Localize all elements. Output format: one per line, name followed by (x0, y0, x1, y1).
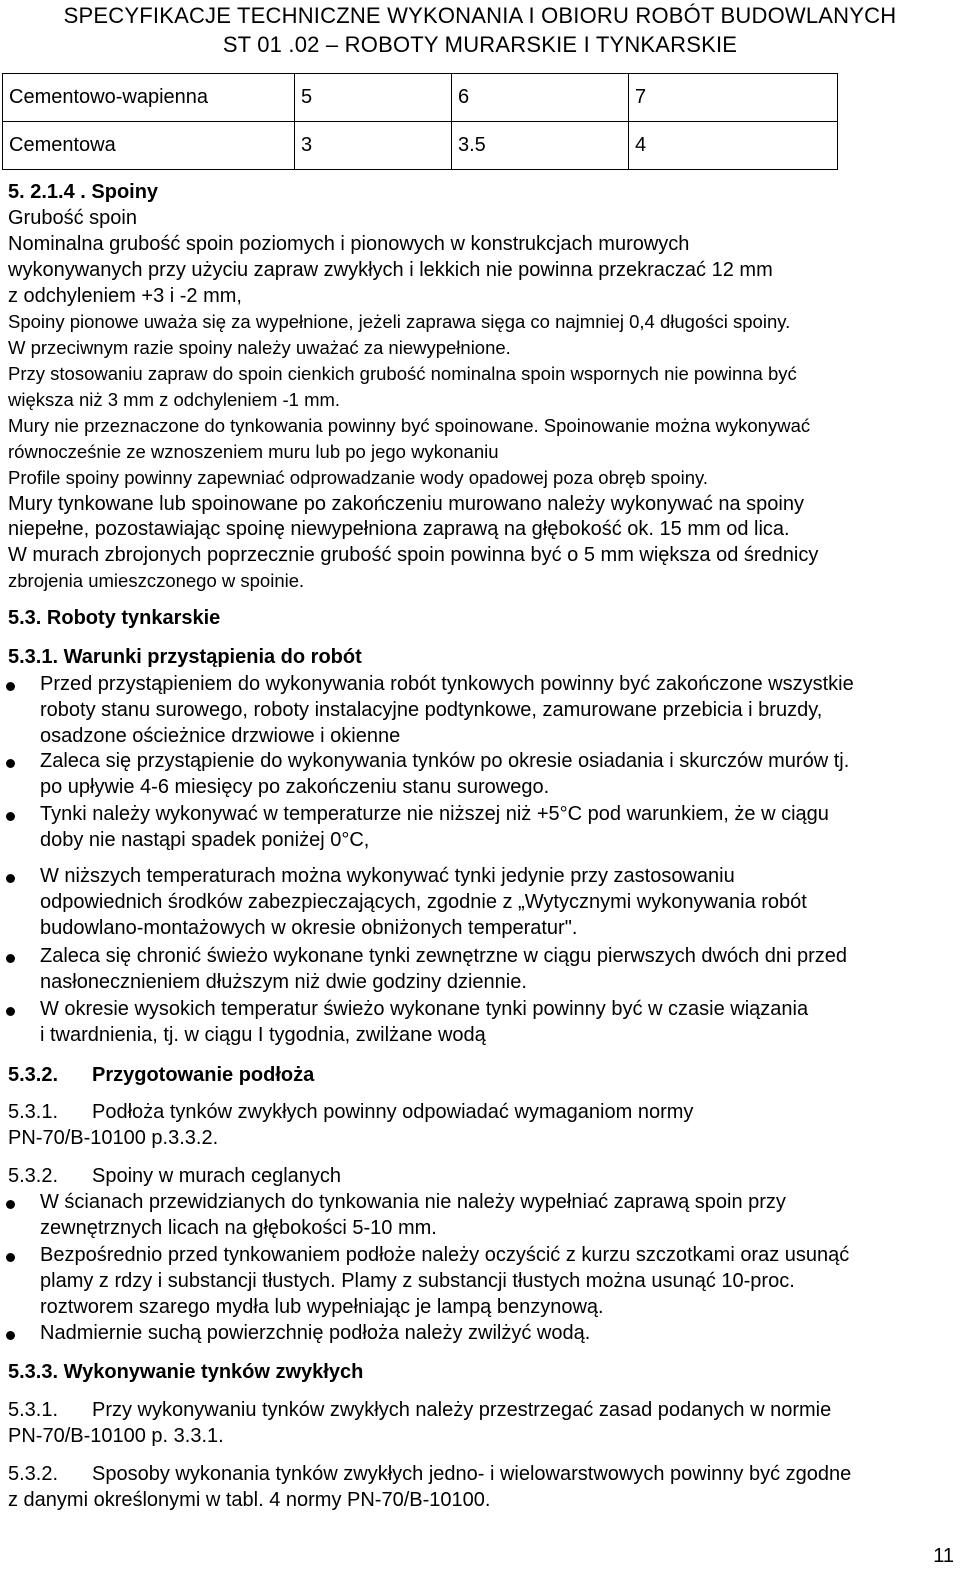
bullet-icon (6, 1253, 15, 1262)
bullet-line: nasłonecznieniem dłuższym niż dwie godziny dziennie. (40, 971, 527, 993)
paragraph-line: zbrojenia umieszczonego w spoinie. (8, 570, 305, 591)
table-cell: Cementowo-wapienna (3, 74, 295, 122)
bullet-line: W okresie wysokich temperatur świeżo wykonane tynki powinny być w czasie wiązania (40, 998, 809, 1020)
section-title: Przygotowanie podłoża (92, 1064, 315, 1086)
header-line-2: ST 01 .02 – ROBOTY MURARSKIE I TYNKARSKIE (222, 32, 738, 57)
paragraph-number: 5.3.1. (8, 1399, 59, 1421)
paragraph-text: Podłoża tynków zwykłych powinny odpowiadać wymaganiom normy (92, 1101, 694, 1123)
mortar-table (2, 73, 838, 170)
bullet-icon (6, 874, 15, 883)
paragraph-line: Mury nie przeznaczone do tynkowania powinny być spoinowane. Spoinowanie można wykonywać (8, 415, 811, 436)
bullet-line: roboty stanu surowego, roboty instalacyjne podtynkowe, zamurowane przebicia i bruzdy, (40, 699, 823, 721)
bullet-line: plamy z rdzy i substancji tłustych. Plamy z substancji tłustych można usunąć 10-proc. (40, 1270, 795, 1292)
bullet-line: zewnętrznych licach na głębokości 5-10 mm. (40, 1217, 437, 1239)
paragraph-number: 5.3.2. (8, 1165, 59, 1187)
paragraph-line: Nominalna grubość spoin poziomych i pionowych w konstrukcjach murowych (8, 233, 690, 255)
paragraph-line: W przeciwnym razie spoiny należy uważać za niewypełnione. (8, 337, 511, 358)
bullet-line: doby nie nastąpi spadek poniżej 0°C, (40, 829, 370, 851)
bullet-line: Tynki należy wykonywać w temperaturze nie niższej niż +5°C pod warunkiem, że w ciągu (40, 803, 829, 825)
paragraph-line: Przy stosowaniu zapraw do spoin cienkich grubość nominalna spoin wspornych nie powinna być (8, 363, 797, 384)
bullet-line: Przed przystąpieniem do wykonywania robót tynkowych powinny być zakończone wszystkie (40, 673, 854, 695)
bullet-line: Zaleca się przystąpienie do wykonywania tynków po okresie osiadania i skurczów murów tj. (40, 750, 850, 772)
header-line-1: SPECYFIKACJE TECHNICZNE WYKONANIA I OBIORU ROBÓT BUDOWLANYCH (63, 3, 897, 28)
table-cell: 3 (295, 122, 452, 170)
table-cell: 3.5 (452, 122, 629, 170)
bullet-line: Nadmiernie suchą powierzchnię podłoża należy zwilżyć wodą. (40, 1322, 591, 1344)
numbered-paragraph (8, 1398, 831, 1422)
bullet-line: odpowiednich środków zabezpieczających, zgodnie z „Wytycznymi wykonywania robót (40, 891, 807, 913)
bullet-icon (6, 1331, 15, 1340)
paragraph-line: większa niż 3 mm z odchyleniem -1 mm. (8, 389, 341, 410)
bullet-line: i twardnienia, tj. w ciągu I tygodnia, zwilżane wodą (40, 1024, 486, 1046)
bullet-icon (6, 812, 15, 821)
paragraph-line: z odchyleniem +3 i -2 mm, (8, 285, 242, 307)
bullet-icon (6, 954, 15, 963)
paragraph-line: wykonywanych przy użyciu zapraw zwykłych i lekkich nie powinna przekraczać 12 mm (8, 259, 773, 281)
bullet-line: po upływie 4-6 miesięcy po zakończeniu stanu surowego. (40, 776, 550, 798)
paragraph-line: niepełne, pozostawiając spoinę niewypełniona zaprawą na głębokość ok. 15 mm od lica. (8, 518, 790, 540)
paragraph-text: Przy wykonywaniu tynków zwykłych należy przestrzegać zasad podanych w normie (92, 1399, 832, 1421)
bullet-line: Zaleca się chronić świeżo wykonane tynki zewnętrzne w ciągu pierwszych dwóch dni przed (40, 945, 848, 967)
table-cell: 4 (629, 122, 838, 170)
paragraph-text: Sposoby wykonania tynków zwykłych jedno- i wielowarstwowych powinny być zgodne (92, 1463, 852, 1485)
bullet-line: W ścianach przewidzianych do tynkowania nie należy wypełniać zaprawą spoin przy (40, 1191, 786, 1213)
table-cell: 6 (452, 74, 629, 122)
bullet-icon (6, 682, 15, 691)
subheading: Grubość spoin (8, 207, 137, 229)
bullet-icon (6, 1200, 15, 1209)
bullet-line: osadzone ościeżnice drzwiowe i okienne (40, 725, 401, 747)
paragraph-line: z danymi określonymi w tabl. 4 normy PN-70/B-10100. (8, 1489, 491, 1511)
paragraph-line: Mury tynkowane lub spoinowane po zakończeniu murowano należy wykonywać na spoiny (8, 493, 804, 515)
numbered-paragraph (8, 1100, 693, 1124)
paragraph-line: W murach zbrojonych poprzecznie grubość spoin powinna być o 5 mm większa od średnicy (8, 544, 819, 566)
table-row (3, 74, 838, 122)
table-cell: 5 (295, 74, 452, 122)
paragraph-line: równocześnie ze wznoszeniem muru lub po jego wykonaniu (8, 441, 499, 462)
page-number: 11 (933, 1545, 954, 1567)
bullet-line: W niższych temperaturach można wykonywać tynki jedynie przy zastosowaniu (40, 865, 735, 887)
paragraph-number: 5.3.1. (8, 1101, 59, 1123)
table-cell: 7 (629, 74, 838, 122)
section-heading (8, 1063, 314, 1087)
section-heading: 5.3. Roboty tynkarskie (8, 607, 221, 629)
section-heading: 5.3.1. Warunki przystąpienia do robót (8, 646, 362, 668)
numbered-paragraph (8, 1164, 341, 1188)
bullet-line: budowlano-montażowych w okresie obniżonych temperatur". (40, 917, 578, 939)
numbered-paragraph (8, 1462, 851, 1486)
paragraph-line: Spoiny pionowe uważa się za wypełnione, jeżeli zaprawa sięga co najmniej 0,4 długości spoiny. (8, 311, 791, 332)
paragraph-text: Spoiny w murach ceglanych (92, 1165, 342, 1187)
bullet-line: Bezpośrednio przed tynkowaniem podłoże należy oczyścić z kurzu szczotkami oraz usunąć (40, 1244, 850, 1266)
section-heading: 5.3.3. Wykonywanie tynków zwykłych (8, 1361, 364, 1383)
bullet-icon (6, 759, 15, 768)
section-number: 5.3.2. (8, 1064, 59, 1086)
paragraph-number: 5.3.2. (8, 1463, 59, 1485)
section-heading: 5. 2.1.4 . Spoiny (8, 181, 159, 203)
bullet-line: roztworem szarego mydła lub wypełniając je lampą benzynową. (40, 1296, 604, 1318)
paragraph-line: PN-70/B-10100 p. 3.3.1. (8, 1425, 224, 1447)
paragraph-line: Profile spoiny powinny zapewniać odprowadzanie wody opadowej poza obręb spoiny. (8, 467, 709, 488)
bullet-icon (6, 1007, 15, 1016)
paragraph-line: PN-70/B-10100 p.3.3.2. (8, 1127, 219, 1149)
table-cell: Cementowa (3, 122, 295, 170)
table-row (3, 122, 838, 170)
